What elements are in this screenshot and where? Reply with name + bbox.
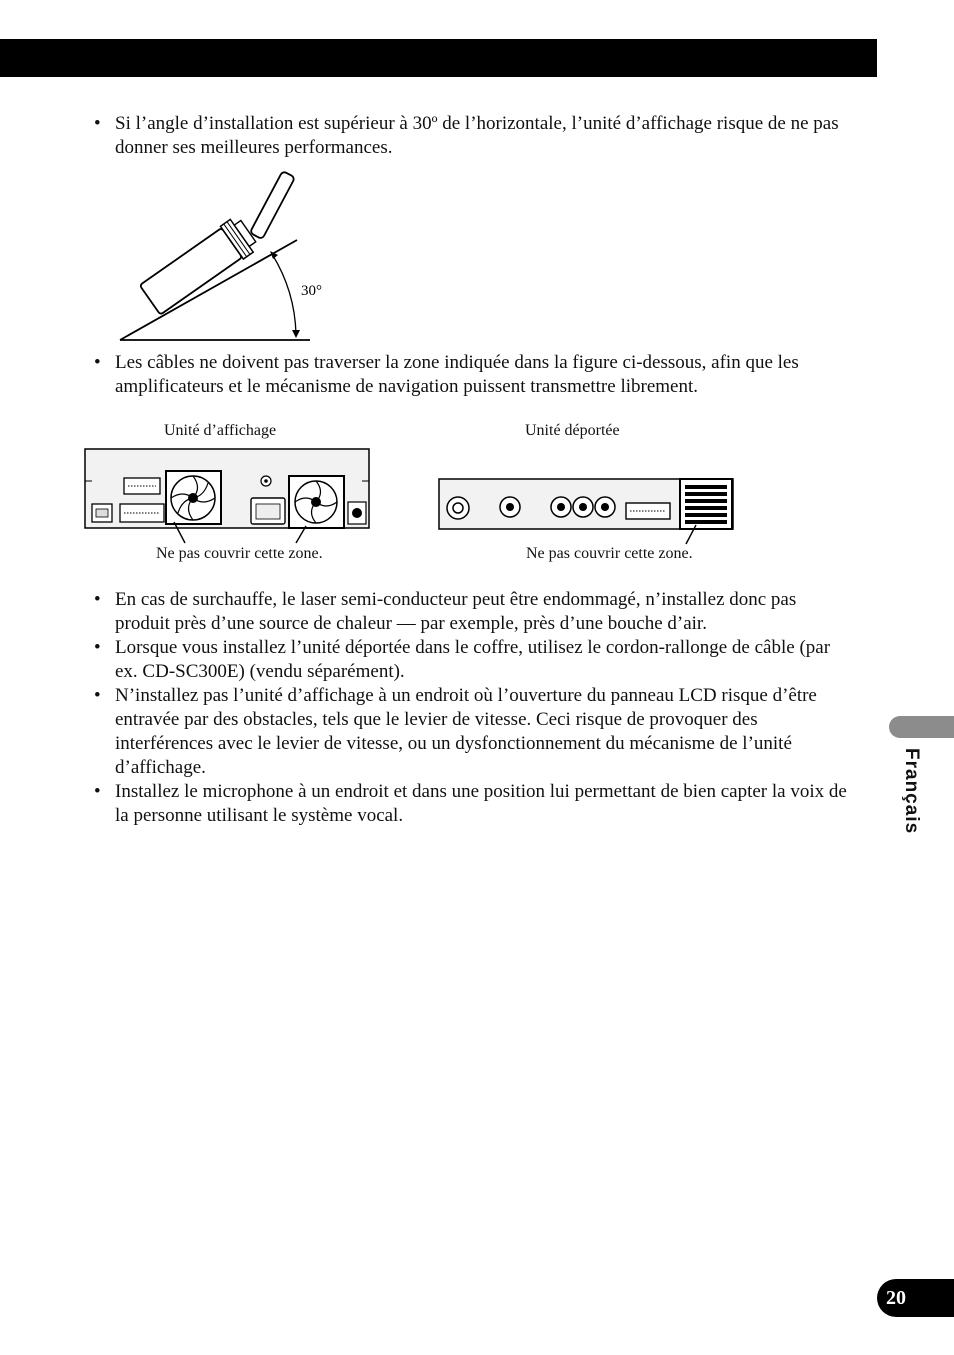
display-unit-body <box>139 215 260 317</box>
bullet-text: Lorsque vous installez l’unité déportée dans le coffre, utilisez le cordon-rallonge de câble (par ex. CD-SC300E) (vendu séparément). <box>115 637 831 682</box>
display-unit-label: Unité d’affichage <box>164 422 277 439</box>
bullet-text: En cas de surchauffe, le laser semi-conducteur peut être endommagé, n’installez donc pas produit près d’une source de chaleur — par exemple, près d’une bouche d’air. <box>115 589 797 634</box>
angle-label: 30° <box>301 283 322 299</box>
remote-unit-panel <box>438 477 736 545</box>
arc-arrow-bottom <box>292 330 300 338</box>
angle-arc <box>272 254 296 334</box>
list-item <box>0 780 850 828</box>
bullet-marker: • <box>94 589 101 610</box>
bullet-text: Les câbles ne doivent pas traverser la zone indiquée dans la figure ci-dessous, afin que les amplificateurs et le mécanisme de navigation puissent transmettre librement. <box>115 352 799 397</box>
language-label: Français <box>901 748 922 835</box>
bullet-marker: • <box>94 685 101 706</box>
bullet-text: Si l’angle d’installation est supérieur à 30º de l’horizontale, l’unité d’affichage risque de ne pas donner ses meilleures performances. <box>115 113 839 158</box>
list-item <box>0 112 850 160</box>
list-item <box>0 636 850 684</box>
bullet-section-cables <box>0 351 850 399</box>
language-tab <box>889 716 954 738</box>
bullet-list <box>0 588 850 828</box>
bullet-marker: • <box>94 113 101 134</box>
list-item <box>0 351 850 399</box>
list-item <box>0 588 850 636</box>
remote-warning-label: Ne pas couvrir cette zone. <box>526 545 693 562</box>
antenna <box>250 171 295 239</box>
bullet-text: Installez le microphone à un endroit et dans une position lui permettant de bien capter la voix de la personne utilisant le système vocal. <box>115 781 847 826</box>
bullet-marker: • <box>94 352 101 373</box>
installation-angle-diagram <box>110 168 325 348</box>
bullet-text: N’installez pas l’unité d’affichage à un endroit où l’ouverture du panneau LCD risque d’être entravée par des obstacles, tels que le levier de vitesse. Ceci risque de provoquer des interférences avec le levier de vitesse, ou un dysfonctionnement du mécanisme de l’unité d’affichage. <box>115 685 817 778</box>
header-bar <box>0 39 877 77</box>
page-number: 20 <box>877 1279 954 1317</box>
bullet-section-angle <box>0 112 850 160</box>
display-warning-label: Ne pas couvrir cette zone. <box>156 545 323 562</box>
bullet-marker: • <box>94 781 101 802</box>
bullet-marker: • <box>94 637 101 658</box>
display-unit-rear-panel <box>84 448 371 544</box>
list-item <box>0 684 850 780</box>
remote-unit-label: Unité déportée <box>525 422 620 439</box>
